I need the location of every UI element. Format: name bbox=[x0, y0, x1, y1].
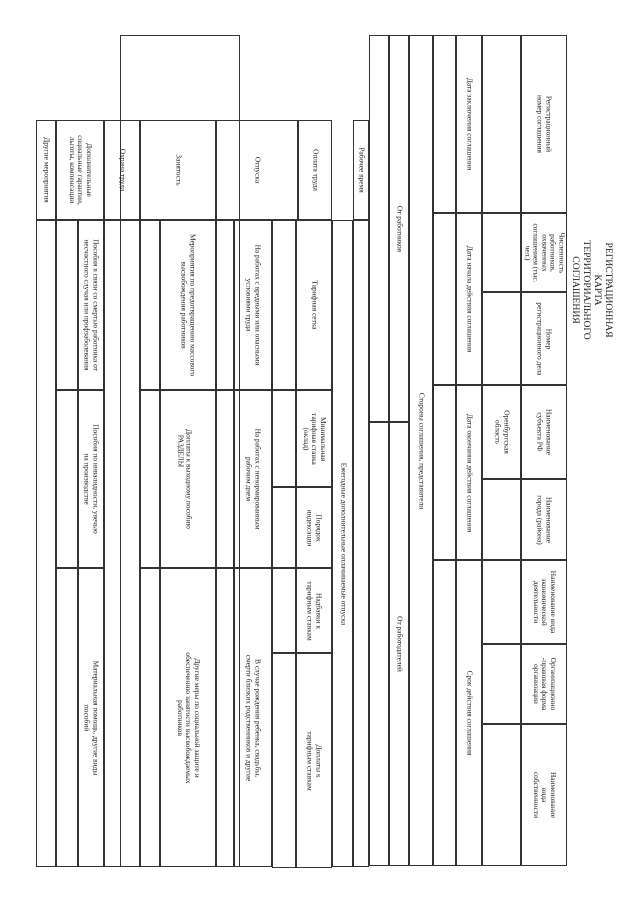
h-activity bbox=[521, 560, 567, 644]
s-working-time-text: Рабочее время bbox=[357, 147, 367, 193]
s-death-benefits bbox=[78, 220, 104, 390]
s-leave-text: Отпуска bbox=[253, 156, 263, 184]
s-harmful-text: На работах с вредными или опасными условиями труда bbox=[245, 244, 263, 366]
h-reg-case-number bbox=[521, 292, 567, 385]
h-parties bbox=[409, 35, 433, 866]
s-other-events-text: Другие мероприятия bbox=[42, 137, 52, 203]
s-family-text: В случае рождения ребенка, свадьбы, смерти близких родственников и другие bbox=[245, 654, 263, 781]
h-from-employers bbox=[389, 422, 409, 866]
v-workers-count bbox=[482, 213, 521, 292]
s-labor-protection-text: Охрана труда bbox=[118, 148, 128, 192]
s-harmful bbox=[234, 220, 272, 390]
s-labor-protection bbox=[104, 120, 140, 220]
h-end-date bbox=[456, 385, 482, 560]
h-end-date-text: Дата окончания действия соглашения bbox=[465, 413, 475, 532]
h-ownership bbox=[521, 724, 567, 866]
v-start-date bbox=[433, 213, 456, 385]
h-subject-rf-text: Наименование субъекта РФ bbox=[536, 408, 554, 456]
v-from-workers bbox=[369, 35, 389, 422]
v-layoff-prevention bbox=[140, 220, 160, 390]
h-start-date bbox=[456, 213, 482, 385]
sections-label-text: РАЗДЕЛЫ bbox=[176, 434, 186, 468]
h-conclusion-date-text: Дата заключения соглашения bbox=[465, 77, 475, 171]
s-additional-guarantees bbox=[56, 120, 104, 220]
s-additional-guarantees-text: Дополнительные социальные гарантии, льготы, компенсации bbox=[67, 135, 94, 205]
v-end-date bbox=[433, 385, 456, 560]
h-workers-count-text: Численность работников, охваченных соглашением (тыс. чел.) bbox=[523, 222, 567, 283]
s-layoff-prevention-text: Мероприятия по предотвращению массового высвобождения работников bbox=[180, 233, 198, 377]
s-tariff-grid bbox=[296, 220, 332, 390]
s-pay bbox=[298, 120, 332, 220]
h-reg-number bbox=[521, 35, 567, 213]
h-legal-form-text: Организационно -правовая форма организации bbox=[531, 657, 558, 711]
h-city bbox=[521, 479, 567, 560]
s-layoff-prevention bbox=[160, 220, 216, 390]
v-social-protection bbox=[140, 568, 160, 867]
h-conclusion-date bbox=[456, 35, 482, 213]
s-leave bbox=[216, 120, 298, 220]
s-working-time bbox=[353, 120, 369, 220]
s-disability-benefits-text: Пособия по инвалидности, увечью на производстве bbox=[83, 424, 101, 534]
v-labor-protection bbox=[104, 220, 140, 867]
v-family bbox=[216, 568, 234, 867]
h-parties-text: Стороны соглашения, представители bbox=[417, 392, 427, 509]
s-other-events bbox=[36, 120, 56, 220]
document-title: РЕГИСТРАЦИОННАЯ КАРТА ТЕРРИТОРИАЛЬНОГО СОГЛАШЕНИЯ bbox=[569, 240, 615, 340]
s-material-aid-text: Материальная помощь, другие виды пособий bbox=[83, 660, 101, 775]
s-death-benefits-text: Пособия в связи со смертью работника от несчастного случая или профзаболевания bbox=[83, 239, 101, 371]
h-term bbox=[456, 560, 482, 866]
v-ownership bbox=[482, 724, 521, 866]
v-material-aid bbox=[56, 568, 78, 867]
h-city-text: Наименование города (района) bbox=[536, 494, 554, 545]
h-activity-text: Наименование вида экономической деятельности bbox=[531, 570, 558, 634]
s-indexation bbox=[296, 487, 332, 568]
s-surcharges bbox=[296, 653, 332, 868]
s-severance bbox=[160, 390, 216, 568]
v-subject-rf bbox=[482, 385, 521, 479]
s-min-rate-text: Минимальная тарифная ставка (оклад) bbox=[301, 412, 328, 465]
v-allowances bbox=[272, 568, 296, 653]
v-from-employers bbox=[369, 422, 389, 866]
s-surcharges-text: Доплаты к тарифным ставкам bbox=[306, 730, 324, 791]
v-death-benefits bbox=[56, 220, 78, 390]
v-working-time bbox=[353, 220, 369, 867]
h-from-employers-text: От работодателей bbox=[395, 616, 405, 672]
s-severance-text: Доплаты к выходному пособию bbox=[184, 429, 194, 529]
h-term-text: Срок действия соглашения bbox=[465, 670, 475, 756]
s-family bbox=[234, 568, 272, 867]
v-term bbox=[433, 560, 456, 866]
v-severance bbox=[140, 390, 160, 568]
s-employment bbox=[140, 120, 216, 220]
s-irregular bbox=[234, 390, 272, 568]
h-workers-count bbox=[521, 213, 567, 292]
s-min-rate bbox=[296, 390, 332, 487]
h-start-date-text: Дата начала действия соглашения bbox=[465, 245, 475, 353]
h-subject-rf bbox=[521, 385, 567, 479]
v-disability-benefits bbox=[56, 390, 78, 568]
h-from-workers-text: От работников bbox=[395, 205, 405, 252]
v-reg-case-number bbox=[482, 292, 521, 385]
v-legal-form bbox=[482, 644, 521, 724]
s-irregular-text: На работах с ненормированным рабочим днем bbox=[245, 428, 263, 530]
h-ownership-text: Наименование вида собственности bbox=[531, 771, 558, 819]
h-reg-number-text: Регистрационный номер соглашения bbox=[536, 95, 554, 153]
h-from-workers bbox=[389, 35, 409, 422]
s-social-protection bbox=[160, 568, 216, 867]
s-annual-leave bbox=[332, 220, 353, 867]
v-harmful bbox=[216, 220, 234, 390]
s-material-aid bbox=[78, 568, 104, 867]
s-allowances bbox=[296, 568, 332, 653]
v-indexation bbox=[272, 487, 296, 568]
s-employment-text: Занятость bbox=[174, 154, 184, 186]
v-irregular bbox=[216, 390, 234, 568]
v-other-events bbox=[36, 220, 56, 867]
s-social-protection-text: Другие меры по социальной защите и обеспечению занятости высвобождаемых работников bbox=[175, 651, 202, 784]
v-city bbox=[482, 479, 521, 560]
s-tariff-grid-text: Тарифная сетка bbox=[310, 280, 320, 330]
h-legal-form bbox=[521, 644, 567, 724]
v-subject-rf-text: Оренбургская область bbox=[493, 410, 512, 454]
h-reg-case-number-text: Номер регистрационного дела bbox=[536, 301, 554, 376]
v-activity bbox=[482, 560, 521, 644]
s-allowances-text: Надбавки к тарифным ставкам bbox=[306, 580, 324, 641]
v-tariff-grid bbox=[272, 220, 296, 390]
v-conclusion-date bbox=[433, 35, 456, 213]
v-surcharges bbox=[272, 653, 296, 868]
v-reg-number bbox=[482, 35, 521, 213]
v-min-rate bbox=[272, 390, 296, 487]
s-annual-leave-text: Ежегодные дополнительные оплачиваемые отпуска bbox=[338, 462, 348, 625]
s-pay-text: Оплата труда bbox=[311, 149, 321, 191]
s-indexation-text: Порядок индексации bbox=[306, 509, 324, 546]
s-disability-benefits bbox=[78, 390, 104, 568]
